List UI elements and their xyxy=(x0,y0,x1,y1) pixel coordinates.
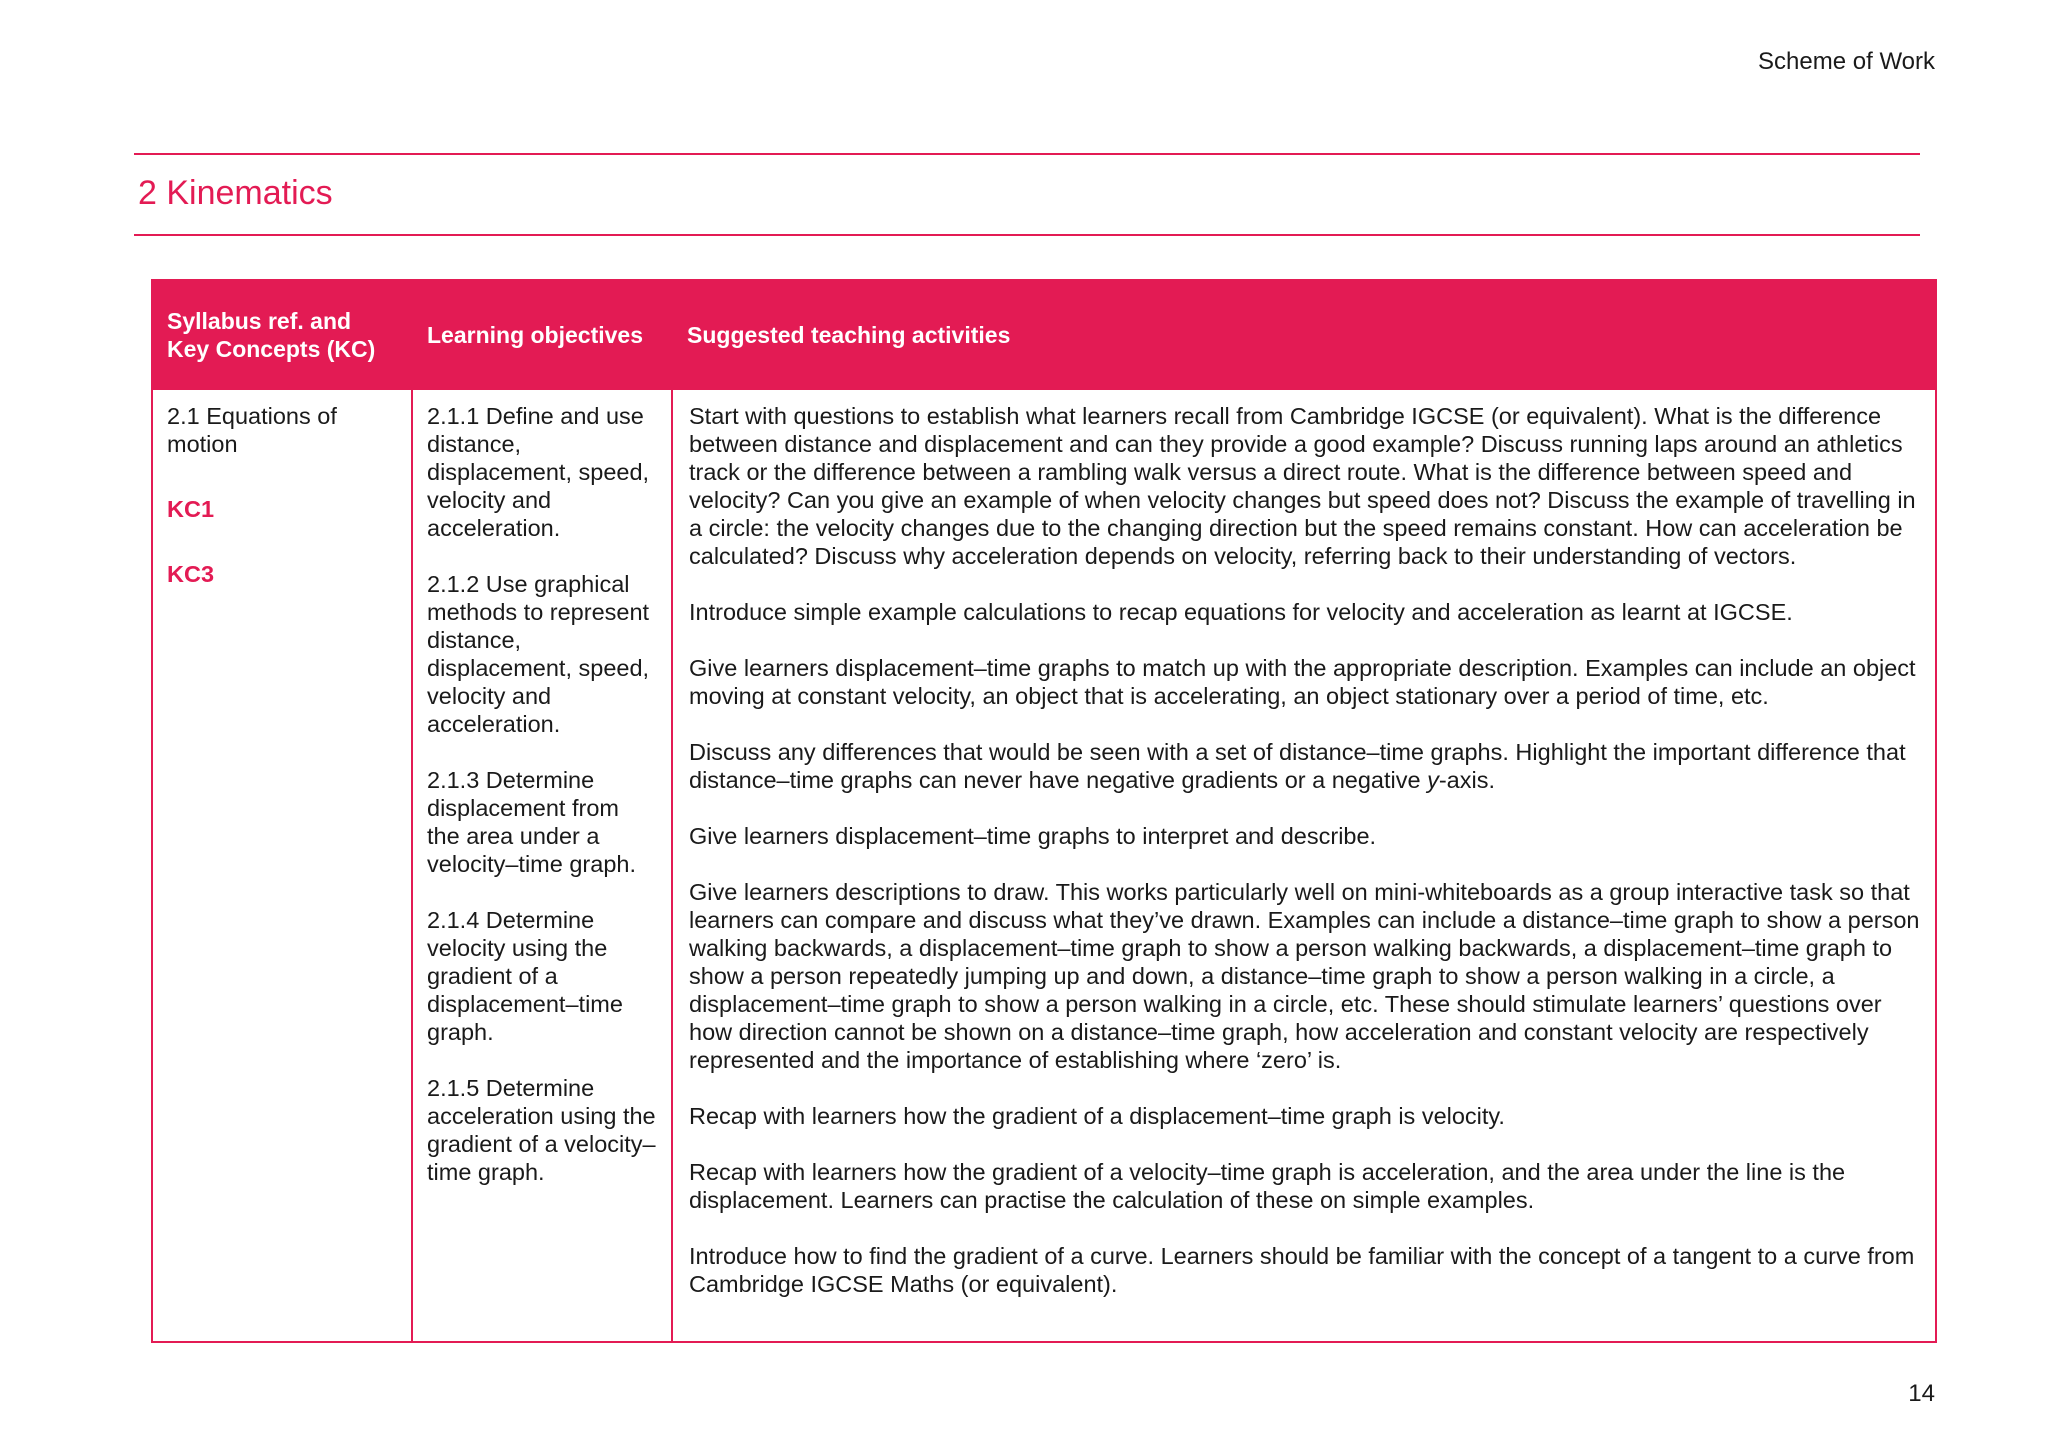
running-header: Scheme of Work xyxy=(1758,48,1935,75)
activity-paragraph: Introduce simple example calculations to recap equations for velocity and acceleration as learnt at IGCSE. xyxy=(689,599,1793,625)
key-concept-kc3: KC3 xyxy=(167,561,215,587)
page-number: 14 xyxy=(1908,1380,1935,1407)
activity-paragraph: Give learners displacement–time graphs to interpret and describe. xyxy=(689,823,1377,849)
table-header-row xyxy=(152,280,1936,389)
syllabus-ref: 2.1 Equations of motion xyxy=(167,403,337,457)
objective-2-1-2: 2.1.2 Use graphical methods to represent distance, displacement, speed, velocity and acceleration. xyxy=(427,571,650,737)
objective-2-1-4: 2.1.4 Determine velocity using the gradient of a displacement–time graph. xyxy=(427,907,623,1045)
learning-objectives-cell xyxy=(412,389,672,1342)
activity-text: Discuss any differences that would be seen with a set of distance–time graphs. Highlight the important difference that distance–time graphs can never have negative gradients or a negative xyxy=(689,739,1906,793)
header-syllabus-ref: Syllabus ref. and Key Concepts (KC) xyxy=(152,280,412,389)
activity-paragraph: Give learners descriptions to draw. This works particularly well on mini-whiteboards as a group interactive task so that learners can compare and discuss what they’ve drawn. Examples can include a distance–time graph to show a person walking backwards, a displacement–time graph to show a person walking backwards, a displacement–time graph to show a person repeatedly jumping up and down, a distance–time graph to show a person walking in a circle, a displacement–time graph to show a person walking in a circle, etc. These should stimulate learners’ questions over how direction cannot be shown on a distance–time graph, how acceleration and constant velocity are respectively represented and the importance of establishing where ‘zero’ is. xyxy=(689,879,1920,1073)
header-teaching-activities: Suggested teaching activities xyxy=(672,280,1936,389)
table-row xyxy=(152,389,1936,1342)
objective-2-1-3: 2.1.3 Determine displacement from the area under a velocity–time graph. xyxy=(427,767,636,877)
section-rule-bottom xyxy=(134,234,1920,236)
syllabus-ref-cell xyxy=(152,389,412,1342)
activity-paragraph: Start with questions to establish what learners recall from Cambridge IGCSE (or equivalent). What is the difference between distance and displacement and can they provide a good example? Discuss running laps around an athletics track or the difference between a rambling walk versus a direct route. What is the difference between speed and velocity? Can you give an example of when velocity changes but speed does not? Discuss the example of travelling in a circle: the velocity changes due to the changing direction but the speed remains constant. How can acceleration be calculated? Discuss why acceleration depends on velocity, referring back to their understanding of vectors. xyxy=(689,403,1916,569)
scheme-of-work-table xyxy=(151,279,1937,1343)
activity-paragraph: Introduce how to find the gradient of a curve. Learners should be familiar with the concept of a tangent to a curve from Cambridge IGCSE Maths (or equivalent). xyxy=(689,1243,1915,1297)
section-title: 2 Kinematics xyxy=(138,174,333,212)
objective-2-1-1: 2.1.1 Define and use distance, displacement, speed, velocity and acceleration. xyxy=(427,403,650,541)
activity-italic-y: y xyxy=(1427,767,1439,793)
activity-paragraph: Give learners displacement–time graphs to match up with the appropriate description. Examples can include an object moving at constant velocity, an object that is accelerating, an object stationary over a period of time, etc. xyxy=(689,655,1916,709)
teaching-activities-cell xyxy=(672,389,1936,1342)
activity-paragraph xyxy=(689,738,1923,794)
activity-text: -axis. xyxy=(1438,767,1496,793)
activity-paragraph: Recap with learners how the gradient of a velocity–time graph is acceleration, and the area under the line is the displacement. Learners can practise the calculation of these on simple examples. xyxy=(689,1159,1846,1213)
activity-paragraph: Recap with learners how the gradient of a displacement–time graph is velocity. xyxy=(689,1103,1505,1129)
key-concept-kc1: KC1 xyxy=(167,496,215,522)
objective-2-1-5: 2.1.5 Determine acceleration using the gradient of a velocity–time graph. xyxy=(427,1075,656,1185)
section-rule-top xyxy=(134,153,1920,155)
header-learning-objectives: Learning objectives xyxy=(412,280,672,389)
